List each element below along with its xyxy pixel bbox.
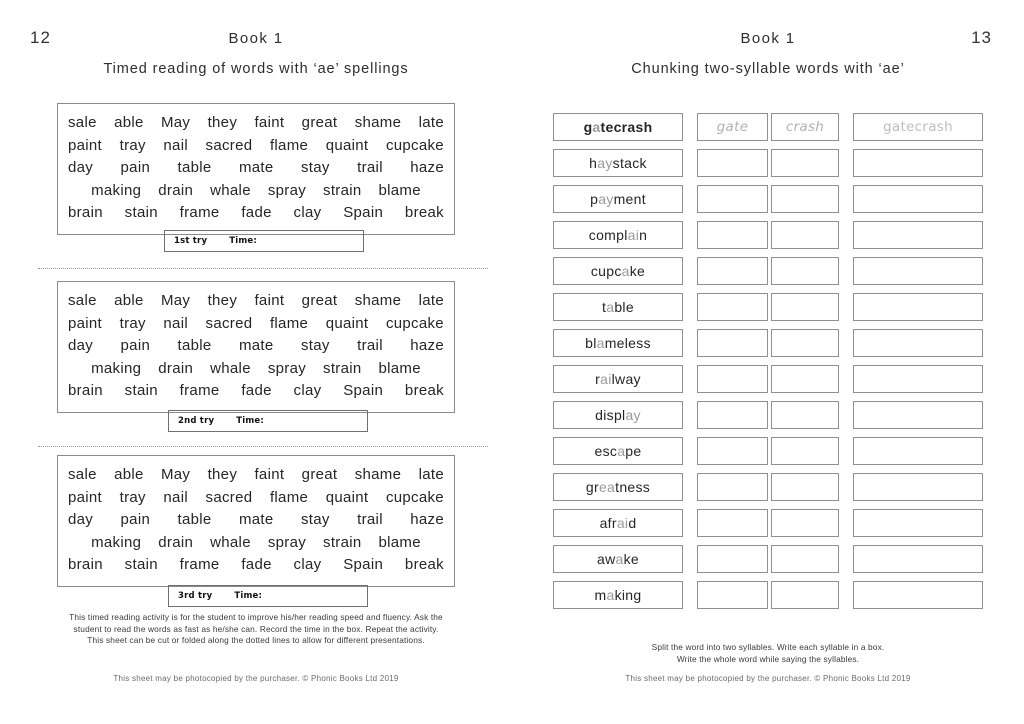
table-row (553, 149, 995, 177)
table-row (553, 113, 995, 141)
word-item: spray (267, 533, 307, 551)
syllable-2-box[interactable] (771, 149, 839, 177)
whole-word-box[interactable] (853, 581, 983, 609)
page-number-left: 12 (30, 28, 51, 47)
word-row (68, 112, 444, 135)
word-item: day (68, 159, 94, 176)
word-item: stay (301, 511, 330, 528)
word-text: gatecrash (583, 119, 653, 135)
word-item: flame (269, 488, 309, 506)
syllable-2-box[interactable] (771, 365, 839, 393)
syllable-2-box[interactable]: crash (771, 113, 839, 141)
word-item: late (418, 466, 444, 483)
word-item: mate (239, 159, 274, 176)
word-item: frame (179, 204, 220, 221)
word-text: blameless (585, 335, 651, 351)
word-item: nail (163, 314, 188, 332)
syllable-1-box[interactable] (697, 329, 768, 357)
word-item: drain (158, 533, 194, 551)
instruction-line: Write the whole word while saying the syllables. (676, 653, 860, 664)
whole-word-box[interactable] (853, 329, 983, 357)
word-item: they (207, 292, 238, 309)
word-item: Spain (343, 204, 384, 221)
sheet-title-right: Chunking two-syllable words with ‘ae’ (631, 61, 905, 77)
word-item: late (418, 114, 444, 131)
word-cell (553, 401, 683, 429)
copyright-right: This sheet may be photocopied by the purchaser. © Phonic Books Ltd 2019 (625, 674, 911, 683)
word-item: brain (68, 382, 103, 399)
word-cell (553, 185, 683, 213)
syllable-1-box[interactable] (697, 149, 768, 177)
word-item: stay (301, 159, 330, 176)
time-label-3: Time: (234, 591, 263, 601)
word-item: able (114, 466, 144, 483)
try-label-1: 1st try (174, 236, 208, 246)
word-item: sacred (205, 136, 253, 154)
word-item: quaint (325, 314, 369, 332)
whole-word-box[interactable] (853, 257, 983, 285)
instructions-left (56, 612, 456, 647)
syllable-2-box[interactable] (771, 329, 839, 357)
syllable-2-box[interactable] (771, 293, 839, 321)
word-item: break (404, 204, 444, 221)
word-row (68, 532, 444, 555)
word-item: nail (163, 136, 188, 154)
word-item: spray (267, 181, 307, 199)
word-item: tray (119, 136, 146, 154)
word-text: afraid (599, 515, 637, 531)
word-cell (553, 365, 683, 393)
word-item: spray (267, 359, 307, 377)
word-item: tray (119, 488, 146, 506)
table-row (553, 257, 995, 285)
table-row (553, 185, 995, 213)
word-item: May (160, 114, 191, 131)
word-item: strain (323, 359, 362, 377)
word-row (68, 335, 444, 358)
word-text: making (594, 587, 642, 603)
word-item: break (404, 556, 444, 573)
word-item: quaint (325, 488, 369, 506)
word-item: able (114, 292, 144, 309)
word-item: shame (354, 466, 402, 483)
word-item: shame (354, 292, 402, 309)
word-cell (553, 149, 683, 177)
instruction-line: This sheet can be cut or folded along the dotted lines to allow for different presentations. (87, 635, 425, 645)
word-item: haze (410, 511, 444, 528)
page-number-right: 13 (971, 28, 992, 47)
whole-word-box[interactable] (853, 473, 983, 501)
word-item: mate (239, 511, 274, 528)
syllable-1-box[interactable] (697, 509, 768, 537)
word-item: May (160, 466, 191, 483)
word-item: fade (241, 204, 272, 221)
word-item: trail (357, 337, 383, 354)
word-item: trail (357, 511, 383, 528)
time-label-1: Time: (229, 236, 257, 246)
word-item: blame (378, 533, 421, 551)
table-row (553, 401, 995, 429)
word-item: May (160, 292, 191, 309)
word-item: flame (269, 314, 309, 332)
word-text: railway (595, 371, 641, 387)
word-item: stay (301, 337, 330, 354)
syllable-1-box[interactable]: gate (697, 113, 768, 141)
word-text: display (595, 407, 641, 423)
word-item: strain (323, 181, 362, 199)
syllable-2-box[interactable] (771, 509, 839, 537)
whole-word-box[interactable] (853, 401, 983, 429)
word-item: clay (293, 382, 322, 399)
word-item: sale (68, 292, 97, 309)
whole-word-box[interactable] (853, 221, 983, 249)
word-row (68, 380, 444, 403)
word-cell (553, 509, 683, 537)
syllable-1-box[interactable] (697, 185, 768, 213)
book-title-right: Book 1 (740, 30, 796, 47)
syllable-2-box[interactable] (771, 473, 839, 501)
instruction-line: This timed reading activity is for the student to improve his/her reading speed and fluency. Ask the (69, 612, 443, 622)
word-item: clay (293, 204, 322, 221)
word-item: great (301, 114, 338, 131)
try-box-2[interactable] (168, 410, 368, 432)
table-row (553, 581, 995, 609)
word-item: haze (410, 159, 444, 176)
whole-word-box[interactable] (853, 545, 983, 573)
word-item: day (68, 511, 94, 528)
syllable-1-box[interactable] (697, 473, 768, 501)
whole-word-box[interactable] (853, 509, 983, 537)
word-text: payment (590, 191, 646, 207)
syllable-1-box[interactable] (697, 437, 768, 465)
syllable-1-box[interactable] (697, 257, 768, 285)
word-text: awake (597, 551, 639, 567)
word-item: paint (68, 488, 103, 506)
word-cell (553, 473, 683, 501)
copyright-left: This sheet may be photocopied by the purchaser. © Phonic Books Ltd 2019 (113, 674, 399, 683)
word-item: cupcake (385, 314, 444, 332)
table-row (553, 437, 995, 465)
word-item: pain (120, 511, 151, 528)
word-item: Spain (343, 556, 384, 573)
word-item: they (207, 466, 238, 483)
word-item: making (91, 359, 142, 377)
word-item: great (301, 466, 338, 483)
word-item: strain (323, 533, 362, 551)
instructions-right (568, 642, 968, 665)
word-text: complain (588, 227, 648, 243)
word-cell (553, 221, 683, 249)
whole-word-box[interactable] (853, 437, 983, 465)
word-row (68, 487, 444, 510)
syllable-1-box[interactable] (697, 401, 768, 429)
word-cell (553, 545, 683, 573)
word-item: brain (68, 556, 103, 573)
word-item: stain (124, 556, 158, 573)
whole-word-box[interactable]: gatecrash (853, 113, 983, 141)
word-row (68, 358, 444, 381)
word-cell (553, 581, 683, 609)
word-item: sale (68, 466, 97, 483)
word-item: trail (357, 159, 383, 176)
word-item: blame (378, 181, 421, 199)
word-item: fade (241, 382, 272, 399)
word-item: flame (269, 136, 309, 154)
sheet-title-left: Timed reading of words with ‘ae’ spellings (103, 61, 409, 77)
whole-word-box[interactable] (853, 365, 983, 393)
word-item: paint (68, 314, 103, 332)
word-item: clay (293, 556, 322, 573)
syllable-2-box[interactable] (771, 437, 839, 465)
word-item: sacred (205, 488, 253, 506)
table-row (553, 473, 995, 501)
syllable-1-box[interactable] (697, 545, 768, 573)
word-item: drain (158, 181, 194, 199)
try-box-1[interactable] (164, 230, 364, 252)
word-item: quaint (325, 136, 369, 154)
syllable-1-box[interactable] (697, 365, 768, 393)
word-item: table (177, 337, 212, 354)
word-row (68, 202, 444, 225)
syllable-2-box[interactable] (771, 185, 839, 213)
word-item: late (418, 292, 444, 309)
word-item: great (301, 292, 338, 309)
book-title-left: Book 1 (228, 30, 284, 47)
word-text: haystack (589, 155, 647, 171)
word-row (68, 509, 444, 532)
word-row (68, 180, 444, 203)
word-item: sale (68, 114, 97, 131)
dotted-separator-2 (38, 446, 488, 447)
word-item: shame (354, 114, 402, 131)
table-row (553, 509, 995, 537)
instruction-line: Split the word into two syllables. Write each syllable in a box. (651, 642, 885, 652)
word-item: faint (254, 292, 285, 309)
word-item: frame (179, 382, 220, 399)
word-cell (553, 257, 683, 285)
word-grid-block-2 (57, 281, 455, 413)
word-item: cupcake (385, 136, 444, 154)
word-row (68, 157, 444, 180)
word-item: faint (254, 114, 285, 131)
word-item: making (91, 181, 142, 199)
word-item: whale (210, 533, 251, 551)
word-row (68, 554, 444, 577)
word-text: greatness (585, 479, 651, 495)
word-cell (553, 329, 683, 357)
word-text: table (602, 299, 634, 315)
try-box-3[interactable] (168, 585, 368, 607)
word-cell (553, 113, 683, 141)
word-item: they (207, 114, 238, 131)
word-item: break (404, 382, 444, 399)
word-item: tray (119, 314, 146, 332)
word-item: pain (120, 337, 151, 354)
syllable-2-box[interactable] (771, 257, 839, 285)
word-item: table (177, 159, 212, 176)
whole-word-box[interactable] (853, 293, 983, 321)
table-row (553, 293, 995, 321)
word-item: making (91, 533, 142, 551)
word-text: escape (594, 443, 642, 459)
word-grid-block-3 (57, 455, 455, 587)
word-grid-block-1 (57, 103, 455, 235)
word-item: stain (124, 204, 158, 221)
time-label-2: Time: (236, 416, 264, 426)
dotted-separator-1 (38, 268, 488, 269)
word-item: pain (120, 159, 151, 176)
table-row (553, 545, 995, 573)
word-item: brain (68, 204, 103, 221)
syllable-2-box[interactable] (771, 401, 839, 429)
word-item: nail (163, 488, 188, 506)
word-item: drain (158, 359, 194, 377)
syllable-2-box[interactable] (771, 545, 839, 573)
word-item: frame (179, 556, 220, 573)
word-item: whale (210, 181, 251, 199)
table-row (553, 365, 995, 393)
word-item: sacred (205, 314, 253, 332)
try-label-2: 2nd try (178, 416, 215, 426)
instruction-line: student to read the words as fast as he/she can. Record the time in the box. Repeat the activity. (73, 623, 439, 634)
word-cell (553, 293, 683, 321)
word-item: day (68, 337, 94, 354)
word-item: whale (210, 359, 251, 377)
word-item: haze (410, 337, 444, 354)
word-item: fade (241, 556, 272, 573)
syllable-2-box[interactable] (771, 221, 839, 249)
right-page (512, 0, 1024, 724)
word-row (68, 313, 444, 336)
word-cell (553, 437, 683, 465)
word-row (68, 290, 444, 313)
word-item: stain (124, 382, 158, 399)
word-text: cupcake (590, 263, 646, 279)
word-row (68, 135, 444, 158)
word-item: table (177, 511, 212, 528)
table-row (553, 329, 995, 357)
syllable-1-box[interactable] (697, 221, 768, 249)
table-row (553, 221, 995, 249)
word-item: cupcake (385, 488, 444, 506)
word-row (68, 464, 444, 487)
whole-word-box[interactable] (853, 149, 983, 177)
try-label-3: 3rd try (178, 591, 213, 601)
word-item: mate (239, 337, 274, 354)
word-item: able (114, 114, 144, 131)
syllable-1-box[interactable] (697, 293, 768, 321)
whole-word-box[interactable] (853, 185, 983, 213)
word-item: paint (68, 136, 103, 154)
chunking-table (553, 113, 995, 617)
word-item: Spain (343, 382, 384, 399)
syllable-1-box[interactable] (697, 581, 768, 609)
syllable-2-box[interactable] (771, 581, 839, 609)
word-item: blame (378, 359, 421, 377)
word-item: faint (254, 466, 285, 483)
